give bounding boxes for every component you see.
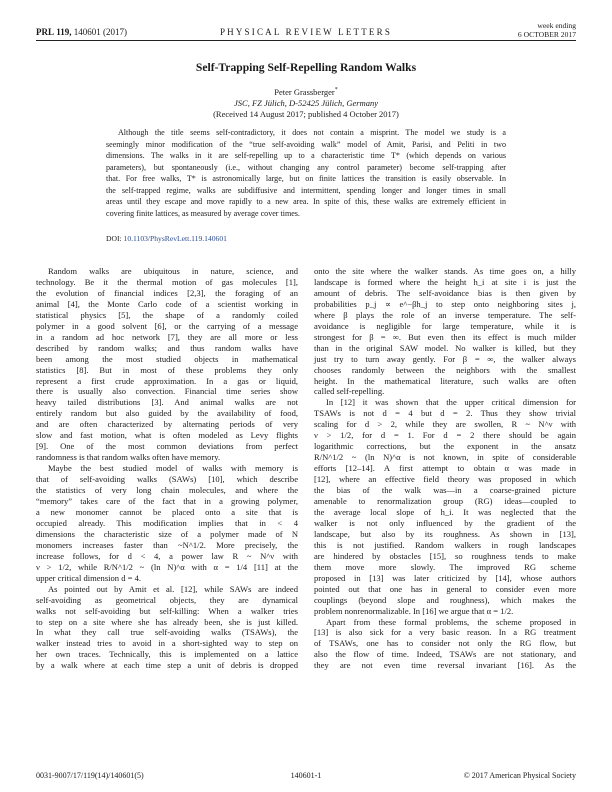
body-text-line: the evolution of financial indices [2,3], the foraging of an [36, 287, 298, 298]
received-dates: (Received 14 August 2017; published 4 October 2017) [213, 109, 399, 119]
body-text-line: scaling for d > 2, while they are swollen, R ~ N^ν with [314, 419, 576, 430]
body-text-line: TSAWs is not d = 4 but d = 2. Thus they show trivial [314, 408, 576, 419]
body-text-line: represent a first crude approximation. In a gas or liquid, [36, 375, 298, 386]
body-text-line: increase follows, for d < 4, a power law R ~ N^ν with [36, 550, 298, 561]
body-text-line: entirely random but also guided by the availability of food, [36, 408, 298, 419]
body-text-line: As pointed out by Amit et al. [12], while SAWs are indeed [48, 583, 298, 594]
abstract-line: that. For free walks, T* is astronomically large, but on finite lattices the transition is easily observable. In [106, 174, 506, 184]
body-text-line: her own traces. Technically, this is implemented on a lattice [36, 649, 298, 660]
body-text-line: problem nonrenormalizable. In [16] we argue that α = 1/2. [314, 605, 514, 616]
week-ending-date: 6 OCTOBER 2017 [517, 30, 576, 39]
body-text-line: than in the original SAW model. No walker is killed, but they [314, 342, 576, 353]
body-text-line: slow and fast motion, what is often modeled as Levy flights [36, 430, 298, 441]
body-text-line: ν > 1/2, for d = 1. For d = 2 there should be again [314, 430, 576, 441]
body-text-line: Apart from these formal problems, the scheme proposed in [326, 616, 576, 627]
body-text-line: Random walks are ubiquitous in nature, science, and [48, 266, 298, 276]
doi-line [106, 234, 227, 243]
body-text-line: described by random walks; and thus random walks have [36, 342, 298, 353]
article-number-year: 140601 (2017) [73, 27, 128, 37]
article-title: Self-Trapping Self-Repelling Random Walks [195, 61, 417, 74]
body-column-left [36, 266, 298, 671]
body-text-line: walker instead tries to avoid in a short-sighted way to step on [36, 638, 298, 649]
week-ending-label: week ending [537, 21, 576, 30]
body-text-line: logarithmic corrections, but the exponent in the ansatz [314, 441, 576, 452]
body-text-line: just try to turn away gently. For β = ∞, the walker always [314, 353, 576, 364]
body-text-line: “memory” takes care of the fact that in a growing polymer, [36, 496, 298, 507]
body-text-line: technology. Be it the thermal motion of gas molecules [1], [36, 276, 298, 287]
journal-name: PHYSICAL REVIEW LETTERS [219, 27, 393, 37]
body-text-line: walks not self-avoiding but self-killing: When a walker tries [36, 605, 298, 616]
footer-page-number: 140601-1 [290, 771, 322, 780]
body-text-line: In [12] it was shown that the upper critical dimension for [326, 397, 576, 408]
body-text-line: In what they call true self-avoiding walks (TSAWs), the [36, 627, 298, 638]
body-text-line: by a walk where at each time step a unit of debris is dropped [36, 660, 298, 671]
doi-link[interactable]: 10.1103/PhysRevLett.119.140601 [123, 234, 227, 243]
author-line [0, 87, 612, 97]
abstract-line: Although the title seems self-contradictory, it does not contain a misprint. The model we study is a [118, 128, 506, 137]
body-text-line: been among the most studied objects in mathematical [36, 353, 298, 364]
body-text-line: this is not justified. Random walkers in rough landscapes [314, 539, 576, 550]
body-text-line: are hindered by obstacles [15], so roughness tends to make [314, 550, 576, 561]
journal-volume: 119, [56, 27, 72, 37]
body-text-line: walker is not only influenced by the gradient of the [314, 517, 576, 528]
body-text-line: couplings (beyond slope and roughness), which makes the [314, 594, 576, 605]
header-rule [36, 40, 576, 41]
abstract-line: seemingly minor modification of the “true self-avoiding walk” model of Amit, Parisi, and Peliti in two [106, 139, 506, 149]
body-text-line: and are often characterized by alternating periods of very [36, 419, 298, 430]
body-text-line: a new monomer cannot be placed onto a site that is [36, 506, 298, 517]
body-text-line: polymer in a good solvent [6], or the carrying of a message [36, 320, 298, 331]
body-text-line: Maybe the best studied model of walks with memory is [48, 463, 298, 474]
body-text-line: to step on a site where she has already been, she is just killed. [36, 616, 298, 627]
body-text-line: statistics [8]. But in most of these problems they only [36, 364, 298, 375]
abstract-line: areas until they escape and move rapidly to a new area. In spite of this, these walks are extremely efficient in [106, 197, 506, 207]
author-footnote-mark: * [334, 87, 338, 94]
body-text-line: also the flow of time. Indeed, TSAWs are not stationary, and [314, 649, 576, 660]
body-text-line: heavy tailed distributions [3]. And animal walks are not [36, 397, 298, 408]
footer-copyright: © 2017 American Physical Society [463, 771, 576, 780]
body-text-line: the bias of the walk was—in a coarse-grained picture [314, 485, 576, 496]
journal-short: PRL [36, 27, 54, 37]
body-text-line: [9]. One of the most common deviations from perfect [36, 441, 298, 452]
abstract-line: parameters), but spontaneously (i.e., without changing any control parameter) become self-trapping after [106, 162, 506, 172]
body-text-line: in a random ad hoc network [7], they are all more or less [36, 331, 298, 342]
body-column-right [314, 266, 576, 671]
body-text-line: them move more slowly. The improved RG scheme [314, 561, 576, 572]
body-text-line: probabilities p_j ∝ e^−βh_j to step onto neighboring sites j, [314, 298, 576, 309]
body-text-line: randomness is that random walks often have memory. [36, 452, 221, 463]
body-text-line: [12], where an effective field theory was proposed in which [314, 474, 576, 485]
body-text-line: chooses randomly between the neighbors with the smallest [314, 364, 576, 375]
body-text-line: dimensions the characteristic size of a polymer made of N [36, 528, 298, 539]
body-text-line: pointed out that one has in general to consider even more [314, 583, 576, 594]
body-text-line: called self-repelling. [314, 386, 385, 397]
body-text-line: onto the site where the walker stands. As time goes on, a hilly [314, 266, 576, 276]
body-text-line: that of self-avoiding walks (SAWs) [10], which describe [36, 474, 298, 485]
body-text-line: the statistics of very long chain molecules, and where the [36, 485, 298, 496]
body-text-line: self-avoiding as geometrical objects, they are dynamical [36, 594, 298, 605]
body-text-line: the average local slope of h_i. It was neglected that the [314, 506, 576, 517]
abstract-line: the self-trapped regime, walks are subdiffusive and intermittent, spending longer and longer times in small [106, 185, 506, 195]
body-text-line: ν > 1/2, while R/N^1/2 ~ (ln N)^α with α = 1/4 [11] at the [36, 561, 298, 572]
body-text-line: statistical physics [5], the shape of a randomly coiled [36, 309, 298, 320]
body-text-line: R/N^1/2 ~ (ln N)^α is not known, in spite of considerable [314, 452, 576, 463]
body-text-line: occupied already. This modification implies that in < 4 [36, 517, 298, 528]
body-text-line: animal [4], the Monte Carlo code of a scientist working in [36, 298, 298, 309]
body-text-line: amenable to renormalization group (RG) ideas—coupled to [314, 496, 576, 507]
abstract-line: covering finite lattices, as measured by average cover times. [106, 208, 300, 218]
body-text-line: landscape is formed where the height h_i at site i is just the [314, 276, 576, 287]
body-text-line: [13] is also sick for a very basic reason. In a RG treatment [314, 627, 576, 638]
body-text-line: amount of debris. The self-avoidance bias is then given by [314, 287, 576, 298]
footer-article-code: 0031-9007/17/119(14)/140601(5) [36, 771, 144, 780]
body-text-line: monomers increases faster than ~N^1/2. More precisely, the [36, 539, 298, 550]
body-text-line: upper critical dimension d = 4. [36, 572, 141, 583]
body-text-line: where β plays the role of an inverse temperature. The self- [314, 309, 576, 320]
doi-label: DOI: [106, 234, 122, 243]
body-text-line: landscape, but also by its roughness. As shown in [13], [314, 528, 576, 539]
abstract [106, 127, 506, 219]
body-text-line: height. In the mathematical literature, such walks are often [314, 375, 576, 386]
abstract-line: dimensions. The walks in it are self-repelling up to a characteristic time T* (which depends on various [106, 151, 506, 161]
body-text-line: strongest for β = ∞. But even then its effect is much milder [314, 331, 576, 342]
issue-date-block [518, 21, 576, 39]
author-name: Peter Grassberger [274, 87, 335, 97]
body-text-line: avoidance is negligible for large temperature, while it is [314, 320, 576, 331]
body-text-line: they are not even time reversal invariant [16]. As the [314, 660, 576, 671]
affiliation: JSC, FZ Jülich, D-52425 Jülich, Germany [234, 98, 378, 108]
body-text-line: efforts [12–14]. A first attempt to obtain α was made in [314, 463, 576, 474]
body-text-line: of TSAWs, one has to consider not only the RG flow, but [314, 638, 576, 649]
body-text-line: proposed in [13] was later criticized by [14], whose authors [314, 572, 576, 583]
body-text-line: there is usually also convection. Financial time series show [36, 386, 298, 397]
